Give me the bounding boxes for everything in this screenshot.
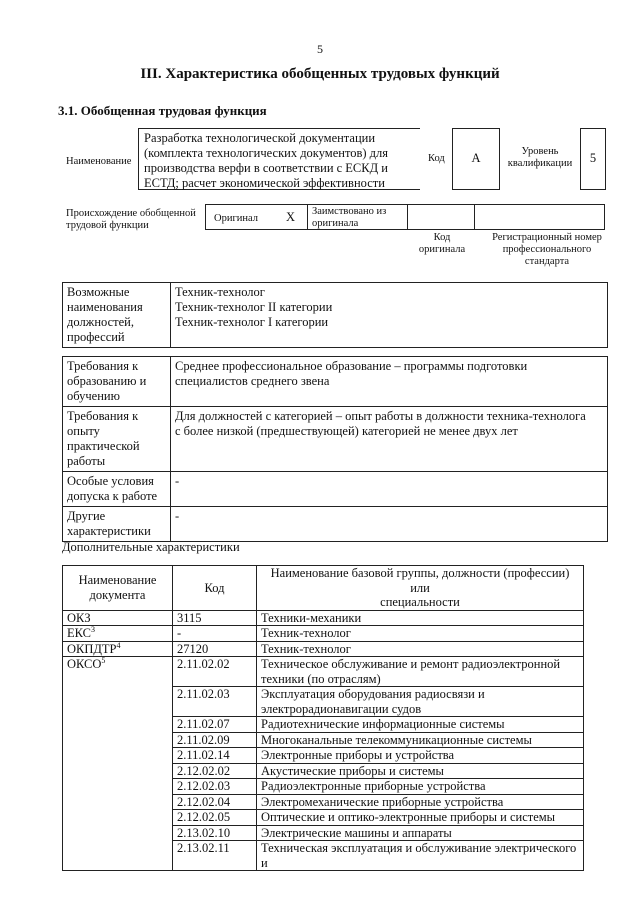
footnote-mark: 3 bbox=[91, 624, 95, 634]
original-cell bbox=[205, 204, 308, 230]
requirements-row bbox=[63, 507, 608, 542]
header-line: Код bbox=[204, 580, 225, 595]
function-name-line: (комплекта технологических документов) для bbox=[144, 146, 389, 160]
positions-table bbox=[62, 282, 608, 348]
requirement-value bbox=[171, 507, 608, 542]
code-cell: 3115 bbox=[173, 610, 257, 626]
name-line: Техническая эксплуатация и обслуживание электрического и bbox=[261, 841, 577, 870]
name-cell bbox=[257, 779, 584, 795]
requirement-label-line: допуска к работе bbox=[67, 489, 158, 503]
name-cell bbox=[257, 687, 584, 717]
positions-label-line: наименования bbox=[67, 300, 143, 314]
doc-name: ОКЗ bbox=[67, 610, 91, 625]
requirement-label-line: Особые условия bbox=[67, 474, 154, 488]
name-line: Электрические машины и аппараты bbox=[261, 825, 452, 840]
code-cell: 2.12.02.05 bbox=[173, 810, 257, 826]
doc-cell bbox=[63, 610, 173, 626]
requirement-value-line: Для должностей с категорией – опыт работы в должности техника-технолога bbox=[175, 409, 586, 423]
page-number: 5 bbox=[317, 42, 323, 56]
origin-row bbox=[205, 204, 605, 230]
doc-cell bbox=[63, 641, 173, 657]
code-label: Код bbox=[428, 153, 445, 164]
code-original-line: Код bbox=[433, 232, 451, 243]
name-cell bbox=[257, 610, 584, 626]
borrowed-cell bbox=[308, 204, 408, 230]
function-name-line: ЕСТД; расчет экономической эффективности bbox=[144, 176, 385, 190]
reg-number-caption bbox=[480, 232, 614, 268]
name-line: Техники-механики bbox=[261, 610, 362, 625]
level-label bbox=[502, 146, 578, 170]
origin-label bbox=[66, 208, 196, 232]
name-cell bbox=[257, 825, 584, 841]
header-name bbox=[257, 566, 584, 611]
name-cell bbox=[257, 641, 584, 657]
name-cell bbox=[257, 732, 584, 748]
code-cell: - bbox=[173, 626, 257, 642]
name-line: Многоканальные телекоммуникационные системы bbox=[261, 732, 532, 747]
name-line: электрорадионавигации судов bbox=[261, 701, 422, 716]
function-name-box bbox=[138, 128, 420, 190]
position-item: Техник-технолог II категории bbox=[175, 300, 333, 314]
requirement-label bbox=[63, 472, 171, 507]
code-cell: 2.11.02.02 bbox=[173, 657, 257, 687]
code-cell: 2.11.02.07 bbox=[173, 717, 257, 733]
requirement-value-line: Среднее профессиональное образование – программы подготовки bbox=[175, 359, 528, 373]
requirement-label-line: работы bbox=[67, 454, 106, 468]
borrowed-label bbox=[312, 206, 386, 230]
footnote-mark: 5 bbox=[101, 655, 106, 665]
code-cell: 2.13.02.11 bbox=[173, 841, 257, 871]
additional-table bbox=[62, 565, 584, 871]
requirement-label-line: практической bbox=[67, 439, 140, 453]
name-line: Акустические приборы и системы bbox=[261, 763, 444, 778]
additional-header-row bbox=[63, 566, 584, 611]
code-cell: 2.11.02.03 bbox=[173, 687, 257, 717]
name-cell bbox=[257, 626, 584, 642]
table-row bbox=[63, 641, 584, 657]
requirements-row bbox=[63, 472, 608, 507]
positions-label-line: должностей, bbox=[67, 315, 134, 329]
code-original-cell bbox=[408, 204, 475, 230]
name-line: Техническое обслуживание и ремонт радиоэлектронной bbox=[261, 657, 561, 671]
table-row bbox=[63, 626, 584, 642]
name-line: Радиотехнические информационные системы bbox=[261, 717, 505, 731]
requirements-row bbox=[63, 407, 608, 472]
doc-name: ЕКС bbox=[67, 626, 91, 640]
header-line: специальности bbox=[380, 595, 460, 609]
code-value: A bbox=[452, 128, 500, 190]
header-document bbox=[63, 566, 173, 611]
original-label: Оригинал bbox=[214, 213, 258, 224]
name-cell bbox=[257, 794, 584, 810]
footnote-mark: 4 bbox=[116, 640, 121, 650]
doc-cell bbox=[63, 657, 173, 871]
requirement-value-line: с более низкой (предшествующей) категорией не менее двух лет bbox=[175, 424, 518, 438]
positions-list bbox=[171, 283, 608, 348]
requirements-table bbox=[62, 356, 608, 542]
doc-cell bbox=[63, 626, 173, 642]
name-line: Эксплуатация оборудования радиосвязи и bbox=[261, 687, 485, 701]
requirement-value bbox=[171, 407, 608, 472]
requirements-row bbox=[63, 357, 608, 407]
code-cell: 2.12.02.04 bbox=[173, 794, 257, 810]
name-cell bbox=[257, 763, 584, 779]
requirement-label-line: образованию и bbox=[67, 374, 147, 388]
code-cell: 2.11.02.14 bbox=[173, 748, 257, 764]
code-cell: 27120 bbox=[173, 641, 257, 657]
requirement-value-line: - bbox=[175, 474, 180, 488]
header-code bbox=[173, 566, 257, 611]
name-cell bbox=[257, 841, 584, 871]
positions-label-line: Возможные bbox=[67, 285, 130, 299]
original-mark: X bbox=[286, 210, 296, 224]
name-line: техники (по отраслям) bbox=[261, 671, 381, 686]
reg-number-line: Регистрационный номер bbox=[492, 232, 602, 243]
header-line: Наименование базовой группы, должности (профессии) или bbox=[270, 566, 570, 595]
requirement-label-line: Требования к bbox=[67, 359, 139, 373]
requirement-label-line: Требования к bbox=[67, 409, 139, 423]
table-row bbox=[63, 657, 584, 687]
name-cell bbox=[257, 748, 584, 764]
header-line: Наименование bbox=[78, 573, 157, 588]
position-item: Техник-технолог bbox=[175, 285, 265, 299]
requirement-value bbox=[171, 357, 608, 407]
doc-name: ОКСО bbox=[67, 657, 102, 671]
code-cell: 2.12.02.03 bbox=[173, 779, 257, 795]
requirement-value-line: специалистов среднего звена bbox=[175, 374, 330, 388]
origin-label-line: Происхождение обобщенной bbox=[66, 208, 196, 219]
requirement-label-line: Другие bbox=[67, 509, 106, 523]
positions-label bbox=[63, 283, 171, 348]
level-value: 5 bbox=[580, 128, 606, 190]
name-line: Техник-технолог bbox=[261, 626, 351, 640]
origin-label-line: трудовой функции bbox=[66, 220, 149, 231]
additional-title: Дополнительные характеристики bbox=[62, 540, 240, 554]
level-label-line: квалификации bbox=[507, 158, 573, 169]
positions-label-line: профессий bbox=[67, 330, 125, 344]
name-cell bbox=[257, 810, 584, 826]
name-label: Наименование bbox=[66, 156, 132, 167]
requirement-label-line: обучению bbox=[67, 389, 120, 403]
code-original-caption bbox=[410, 232, 474, 256]
subsection-title: 3.1. Обобщенная трудовая функция bbox=[58, 103, 267, 118]
name-line: Оптические и оптико-электронные приборы и системы bbox=[261, 810, 556, 824]
name-line: Электронные приборы и устройства bbox=[261, 748, 455, 762]
requirement-value-line: - bbox=[175, 509, 180, 523]
reg-number-line: стандарта bbox=[524, 256, 570, 267]
function-name-line: производства верфи в соответствии с ЕСКД и bbox=[144, 161, 388, 175]
table-row bbox=[63, 610, 584, 626]
code-cell: 2.12.02.02 bbox=[173, 763, 257, 779]
requirement-label-line: характеристики bbox=[67, 524, 151, 538]
name-line: Электромеханические приборные устройства bbox=[261, 794, 504, 809]
requirement-label bbox=[63, 507, 171, 542]
level-label-line: Уровень bbox=[521, 146, 559, 157]
name-line: Техник-технолог bbox=[261, 641, 351, 656]
name-line: Радиоэлектронные приборные устройства bbox=[261, 779, 486, 793]
name-cell bbox=[257, 717, 584, 733]
section-title: III. Характеристика обобщенных трудовых функций bbox=[140, 66, 500, 82]
reg-number-line: профессионального bbox=[502, 244, 592, 255]
position-item: Техник-технолог I категории bbox=[175, 315, 329, 329]
function-name-line: Разработка технологической документации bbox=[144, 131, 376, 145]
name-cell bbox=[257, 657, 584, 687]
reg-number-cell bbox=[475, 204, 605, 230]
doc-name: ОКПДТР bbox=[67, 641, 117, 656]
requirement-label bbox=[63, 407, 171, 472]
requirement-label bbox=[63, 357, 171, 407]
requirement-label-line: опыту bbox=[67, 424, 100, 438]
header-line: документа bbox=[89, 587, 146, 602]
borrowed-label-line: Заимствовано из bbox=[312, 206, 387, 217]
code-original-line: оригинала bbox=[418, 244, 466, 255]
requirement-value bbox=[171, 472, 608, 507]
code-cell: 2.13.02.10 bbox=[173, 825, 257, 841]
code-cell: 2.11.02.09 bbox=[173, 732, 257, 748]
borrowed-label-line: оригинала bbox=[312, 218, 359, 229]
